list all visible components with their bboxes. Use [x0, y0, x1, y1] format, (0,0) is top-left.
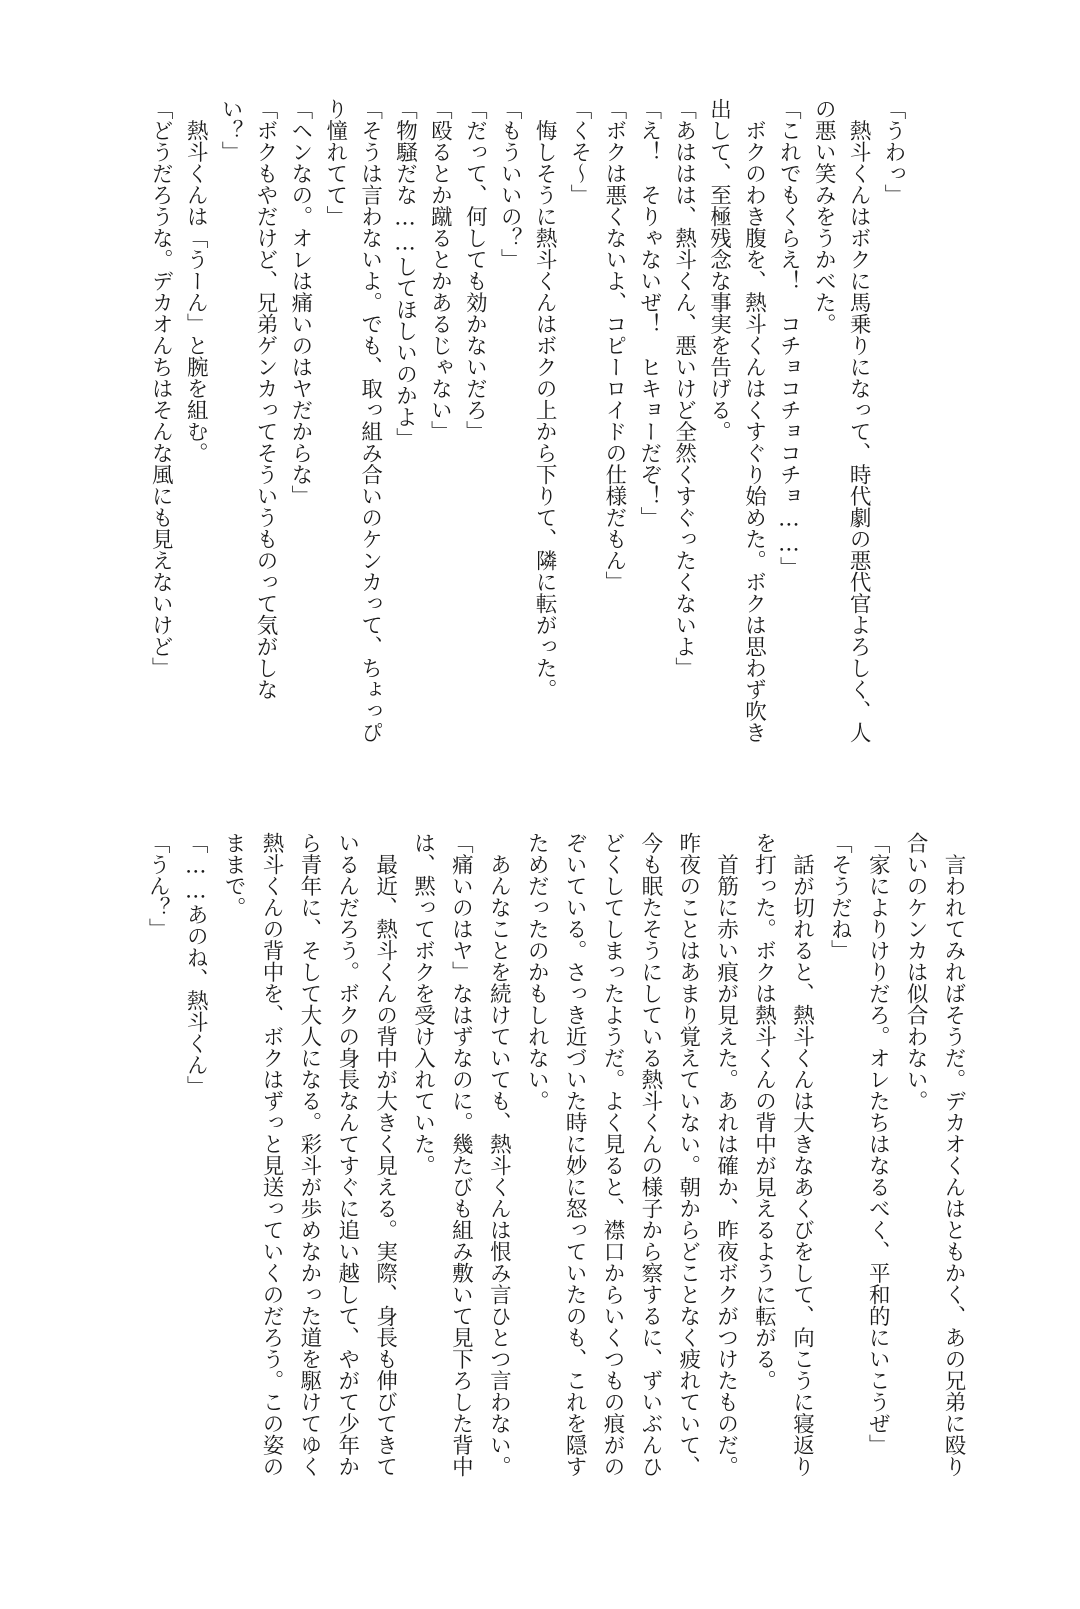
text-column: ままで。 [221, 832, 247, 918]
text-column: 「くそ～」 [566, 98, 592, 206]
text-column: ら青年に、そして大人になる。彩斗が歩めなかった道を駆けてゆく [296, 832, 322, 1477]
text-column: 「殴るとか蹴るとかあるじゃない」 [427, 98, 453, 442]
text-column: 話が切れると、熱斗くんは大きなあくびをして、向こうに寝返り [789, 832, 815, 1477]
text-column: いるんだろう。ボクの身長なんてすぐに追い越して、やがて少年か [334, 832, 360, 1477]
text-column: 「ヘンなの。オレは痛いのはヤだからな」 [287, 98, 313, 507]
upper-text-block [142, 98, 910, 758]
text-column: 「これでもくらえ！ コチョコチョコチョ……」 [776, 98, 802, 578]
text-column: 「家によりけりだろ。オレたちはなるべく、平和的にいこうぜ」 [865, 832, 891, 1456]
text-column: 「物騒だな……してほしいのかよ」 [392, 98, 418, 449]
text-column: 合いのケンカは似合わない。 [903, 832, 929, 1112]
text-column: 「もういいの？」 [497, 98, 523, 270]
text-column: 「……あのね、熱斗くん」 [183, 832, 209, 1097]
text-column: あんなことを続けていても、熱斗くんは恨み言ひとつ言わない。 [486, 832, 512, 1477]
text-column: 「そうだね」 [827, 832, 853, 961]
text-column: 「痛いのはヤ」なはずなのに。幾たびも組み敷いて見下ろした背中 [448, 832, 474, 1477]
text-column: 出して、至極残念な事実を告げる。 [706, 98, 732, 442]
text-column: 言われてみればそうだ。デカオくんはともかく、あの兄弟に殴り [941, 832, 966, 1477]
text-column: を打った。ボクは熱斗くんの背中が見えるように転がる。 [751, 832, 777, 1391]
text-column: は、黙ってボクを受け入れていた。 [410, 832, 436, 1176]
text-column: どくしてしまったようだ。よく見ると、襟口からいくつもの痕がの [599, 832, 625, 1477]
text-column: 熱斗くんはボクに馬乗りになって、時代劇の悪代官よろしく、人 [846, 98, 872, 743]
text-column: 熱斗くんは「うーん」と腕を組む。 [183, 98, 209, 464]
lower-text-block [138, 832, 972, 1492]
text-column: 「ボクは悪くないよ、コピーロイドの仕様だもん」 [601, 98, 627, 593]
text-column: 「うん？」 [145, 832, 171, 940]
text-column: の悪い笑みをうかべた。 [811, 98, 837, 335]
text-column: ボクのわき腹を、熱斗くんはくすぐり始めた。ボクは思わず吹き [741, 98, 767, 743]
text-column: 「うわっ」 [881, 98, 906, 206]
text-column: ためだったのかもしれない。 [524, 832, 550, 1112]
text-column: 「どうだろうな。デカオんちはそんな風にも見えないけど」 [148, 98, 174, 679]
text-column: り憧れてて」 [322, 98, 348, 227]
text-column: 最近、熱斗くんの背中が大きく見える。実際、身長も伸びてきて [372, 832, 398, 1477]
text-column: 今も眠たそうにしている熱斗くんの様子から察するに、ずいぶんひ [637, 832, 663, 1477]
text-column: 「え！ そりゃないぜ！ ヒキョーだぞ！」 [636, 98, 662, 528]
text-column: 「だって、何しても効かないだろ」 [462, 98, 488, 442]
text-column: 熱斗くんの背中を、ボクはずっと見送っていくのだろう。この姿の [258, 832, 284, 1477]
text-column: い？」 [218, 98, 244, 163]
text-column: 「あははは、熱斗くん、悪いけど全然くすぐったくないよ」 [671, 98, 697, 679]
text-column: 「そうは言わないよ。でも、取っ組み合いのケンカって、ちょっぴ [357, 98, 383, 743]
text-column: 悔しそうに熱斗くんはボクの上から下りて、隣に転がった。 [532, 98, 558, 700]
text-column: 昨夜のことはあまり覚えていない。朝からどことなく疲れていて、 [675, 832, 701, 1477]
text-column: 「ボクもやだけど、兄弟ゲンカってそういうものって気がしな [252, 98, 278, 700]
text-column: 首筋に赤い痕が見えた。あれは確か、昨夜ボクがつけたものだ。 [713, 832, 739, 1477]
text-column: ぞいている。さっき近づいた時に妙に怒っていたのも、これを隠す [562, 832, 588, 1477]
